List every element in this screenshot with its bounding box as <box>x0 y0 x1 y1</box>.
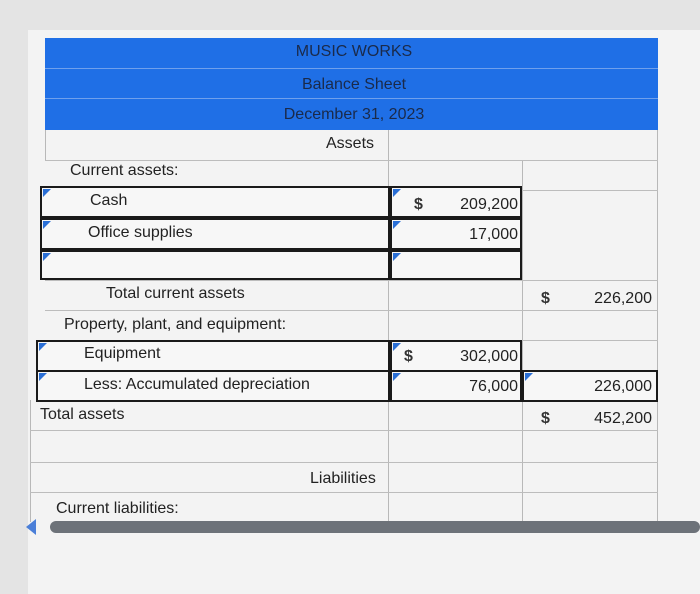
equipment-dollar-sign: $ <box>404 348 413 365</box>
scroll-left-arrow-icon[interactable] <box>26 519 36 535</box>
blank-asset-amount-input[interactable] <box>390 250 522 280</box>
input-indicator-icon <box>43 221 51 229</box>
equipment-label: Equipment <box>84 345 161 362</box>
grid-line <box>30 430 658 431</box>
input-indicator-icon <box>525 373 533 381</box>
cash-amount: 209,200 <box>460 196 518 213</box>
input-indicator-icon <box>393 253 401 261</box>
input-indicator-icon <box>393 221 401 229</box>
input-indicator-icon <box>39 373 47 381</box>
header-divider <box>45 98 658 99</box>
input-indicator-icon <box>43 253 51 261</box>
input-indicator-icon <box>39 343 47 351</box>
grid-line <box>45 280 658 281</box>
grid-line <box>30 400 31 522</box>
grid-line <box>30 492 658 493</box>
input-indicator-icon <box>393 189 401 197</box>
accumulated-depreciation-amount: 76,000 <box>469 378 518 395</box>
company-name: MUSIC WORKS <box>295 43 413 60</box>
grid-line <box>45 130 46 160</box>
ppe-heading: Property, plant, and equipment: <box>64 316 287 333</box>
net-ppe-amount: 226,000 <box>594 378 652 395</box>
accumulated-depreciation-label: Less: Accumulated depreciation <box>84 376 310 393</box>
grid-line <box>657 130 658 522</box>
total-current-assets-label: Total current assets <box>106 285 245 302</box>
grid-line <box>45 160 658 161</box>
header-divider <box>45 68 658 69</box>
total-current-assets-amount: 226,200 <box>594 290 652 307</box>
grid-line <box>522 160 523 522</box>
cash-dollar-sign: $ <box>414 196 423 213</box>
liabilities-section-label: Liabilities <box>310 470 376 487</box>
current-assets-heading: Current assets: <box>70 162 179 179</box>
blank-asset-label-input[interactable] <box>40 250 390 280</box>
total-assets-label: Total assets <box>40 406 125 423</box>
cash-label: Cash <box>90 192 128 209</box>
total-assets-dollar-sign: $ <box>541 410 550 427</box>
grid-line <box>45 310 658 311</box>
equipment-amount: 302,000 <box>460 348 518 365</box>
input-indicator-icon <box>393 373 401 381</box>
grid-line <box>30 462 658 463</box>
office-supplies-amount: 17,000 <box>469 226 518 243</box>
total-assets-amount: 452,200 <box>594 410 652 427</box>
office-supplies-label: Office supplies <box>88 224 193 241</box>
current-liabilities-heading: Current liabilities: <box>56 500 179 517</box>
assets-section-label: Assets <box>326 135 375 152</box>
statement-date: December 31, 2023 <box>283 106 425 123</box>
input-indicator-icon <box>393 343 401 351</box>
input-indicator-icon <box>43 189 51 197</box>
horizontal-scrollbar[interactable] <box>50 521 700 533</box>
total-current-assets-dollar-sign: $ <box>541 290 550 307</box>
statement-title: Balance Sheet <box>301 76 407 93</box>
